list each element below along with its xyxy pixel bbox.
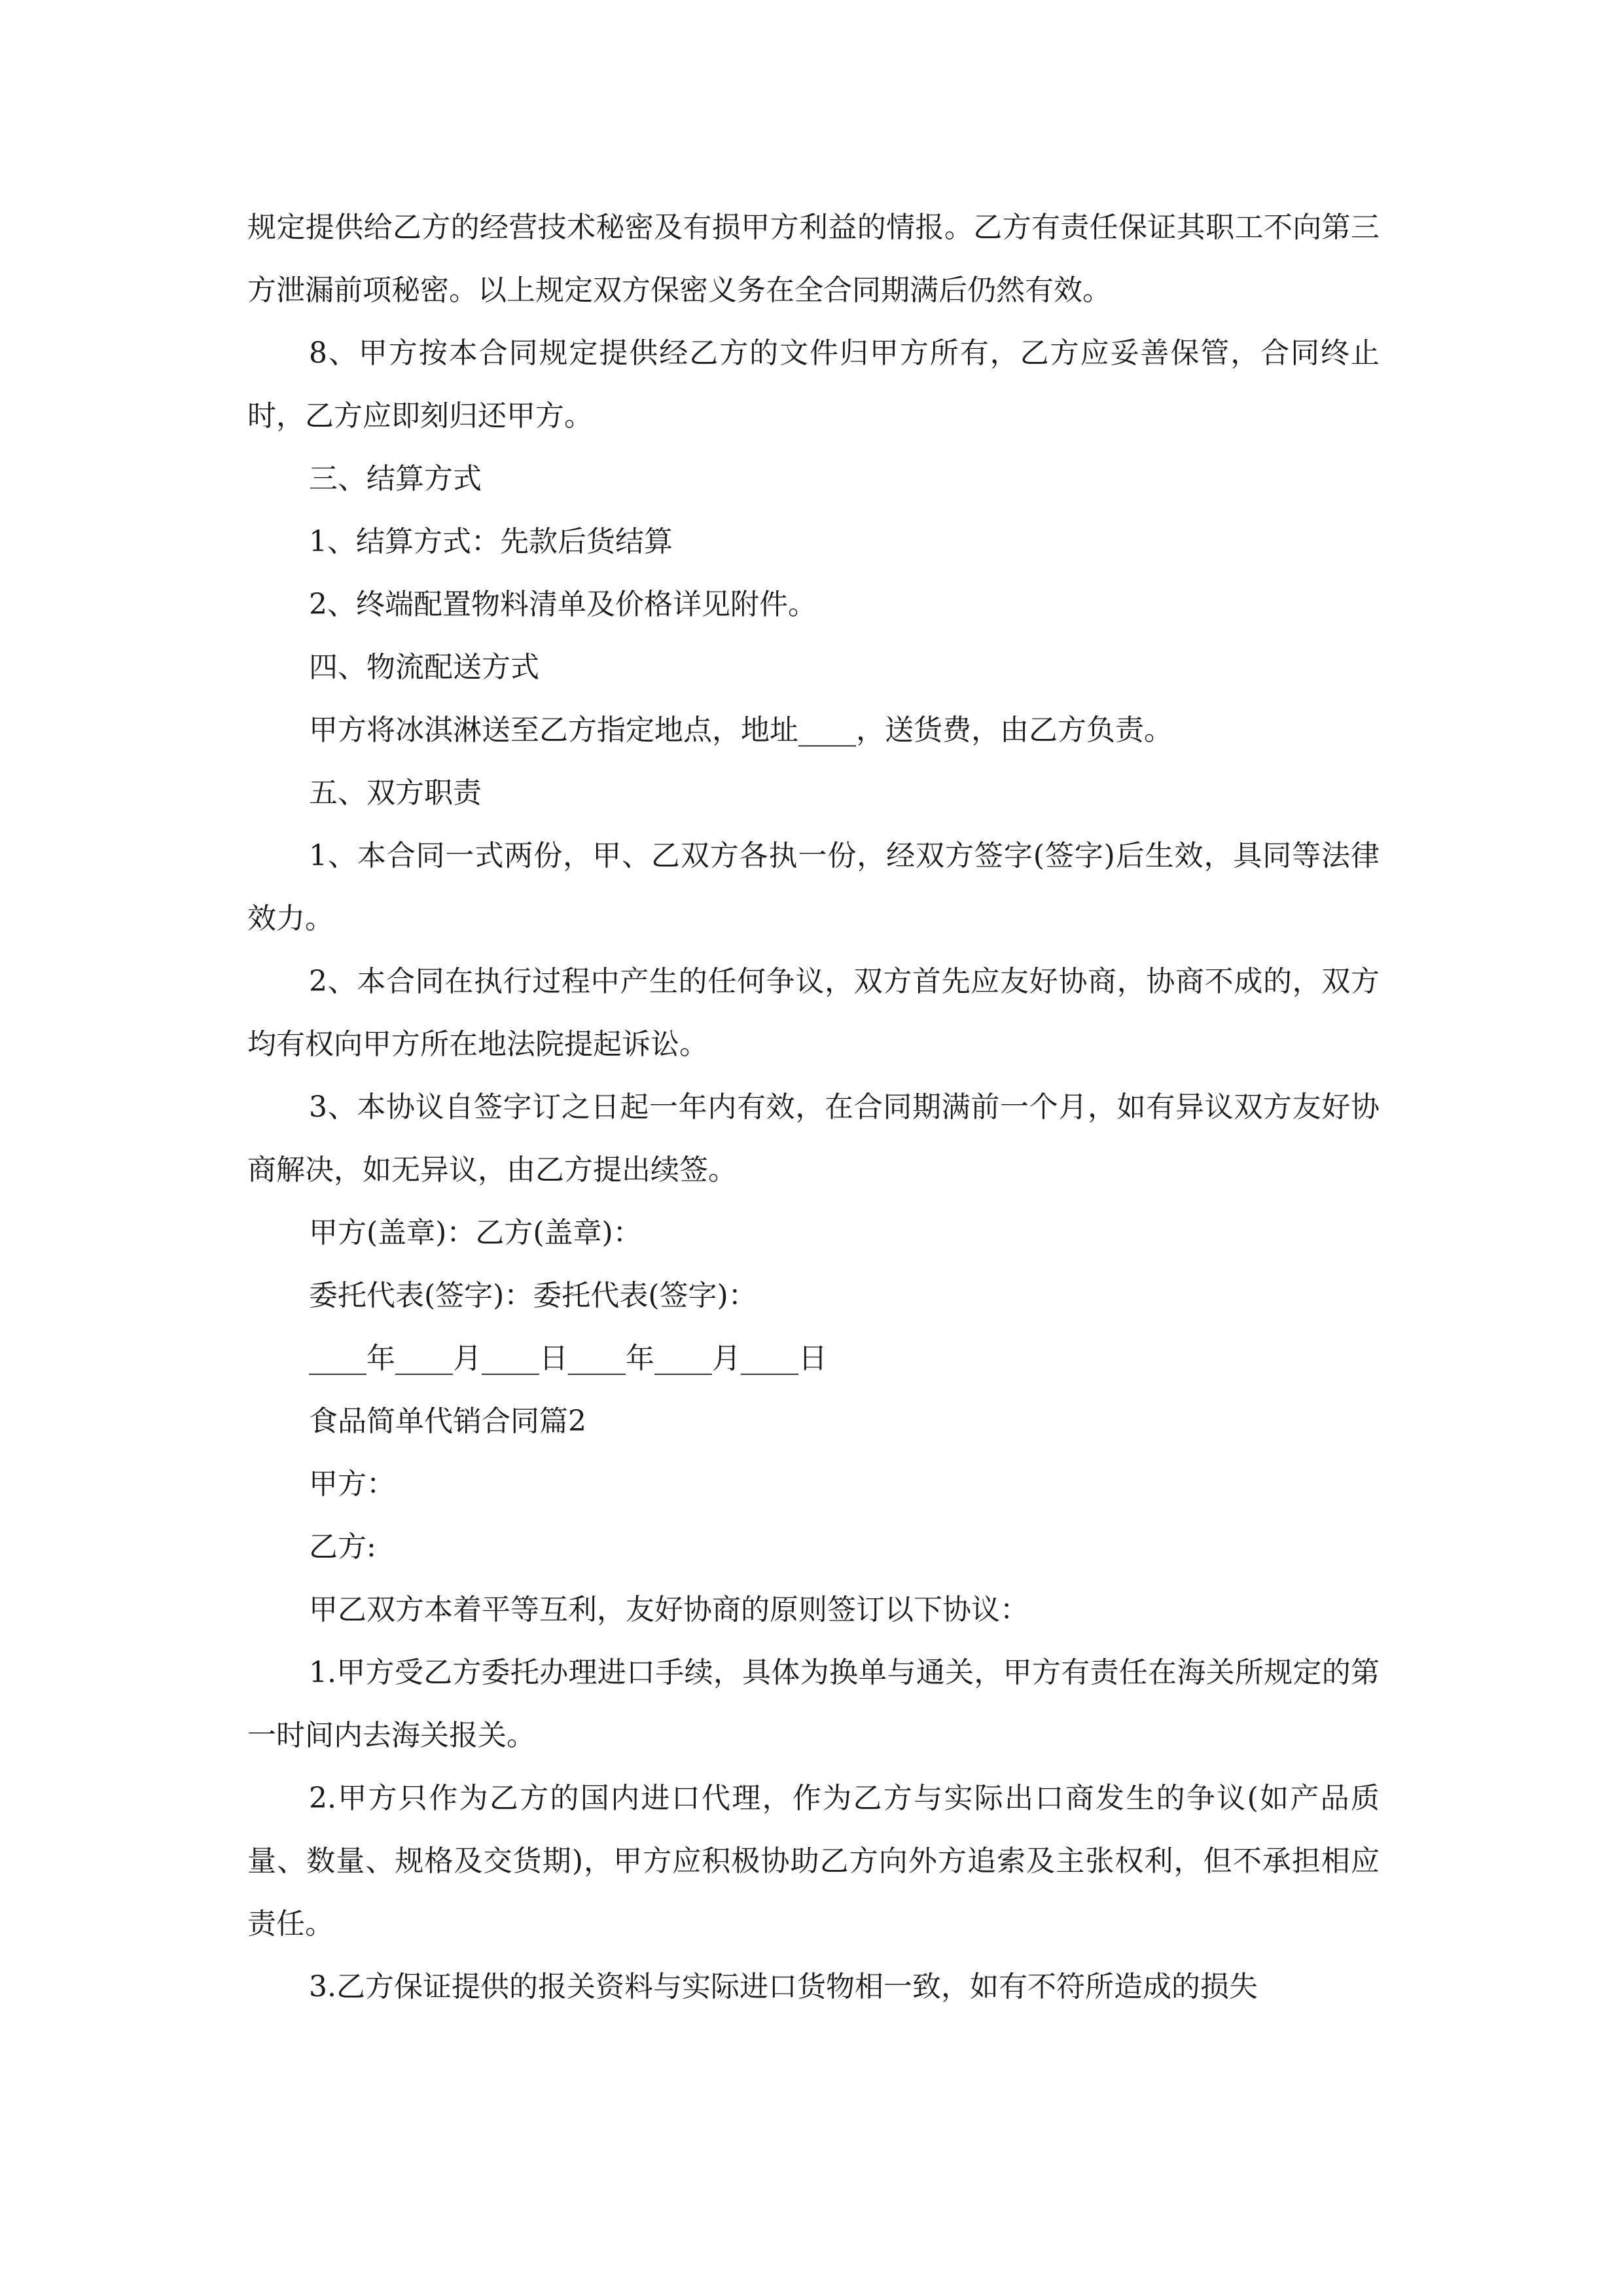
signature-representative-line: 委托代表(签字)：委托代表(签字)： [309, 1279, 757, 1312]
party-a-line: 甲方： [309, 1467, 395, 1501]
document-body [247, 196, 1380, 2018]
paragraph-confidentiality-continued: 规定提供给乙方的经营技术秘密及有损甲方利益的情报。乙方有责任保证其职工不向第三方泄漏前项秘密。以上规定双方保密义务在全合同期满后仍然有效。 [247, 211, 1380, 307]
paragraph-clause-1: 1.甲方受乙方委托办理进口手续，具体为换单与通关，甲方有责任在海关所规定的第一时间内去海关报关。 [247, 1656, 1380, 1752]
paragraph-settlement-1: 1、结算方式：先款后货结算 [309, 525, 673, 558]
section-heading-logistics: 四、物流配送方式 [309, 651, 539, 684]
paragraph-clause-2: 2.甲方只作为乙方的国内进口代理，作为乙方与实际出口商发生的争议(如产品质量、数量、规格及交货期)，甲方应积极协助乙方向外方追索及主张权利，但不承担相应责任。 [247, 1782, 1380, 1941]
paragraph-duties-3: 3、本协议自签字订之日起一年内有效，在合同期满前一个月，如有异议双方友好协商解决，如无异议，由乙方提出续签。 [247, 1090, 1380, 1187]
signature-seal-line: 甲方(盖章)：乙方(盖章)： [309, 1216, 642, 1249]
paragraph-logistics: 甲方将冰淇淋送至乙方指定地点，地址____，送货费，由乙方负责。 [309, 713, 1173, 747]
signature-date-line: ____年____月____日____年____月____日 [309, 1342, 827, 1375]
paragraph-agreement-intro: 甲乙双方本着平等互利，友好协商的原则签订以下协议： [309, 1593, 1029, 1626]
contract-title-2: 食品简单代销合同篇2 [309, 1405, 586, 1438]
section-heading-duties: 五、双方职责 [309, 776, 482, 810]
paragraph-duties-2: 2、本合同在执行过程中产生的任何争议，双方首先应友好协商，协商不成的，双方均有权向甲方所在地法院提起诉讼。 [247, 965, 1380, 1061]
paragraph-settlement-2: 2、终端配置物料清单及价格详见附件。 [309, 588, 817, 621]
paragraph-clause-8: 8、甲方按本合同规定提供经乙方的文件归甲方所有，乙方应妥善保管，合同终止时，乙方应即刻归还甲方。 [247, 336, 1380, 433]
paragraph-duties-1: 1、本合同一式两份，甲、乙双方各执一份，经双方签字(签字)后生效，具同等法律效力。 [247, 839, 1380, 935]
party-b-line: 乙方: [309, 1530, 376, 1564]
paragraph-clause-3: 3.乙方保证提供的报关资料与实际进口货物相一致，如有不符所造成的损失 [309, 1970, 1258, 2003]
section-heading-settlement: 三、结算方式 [309, 462, 482, 495]
